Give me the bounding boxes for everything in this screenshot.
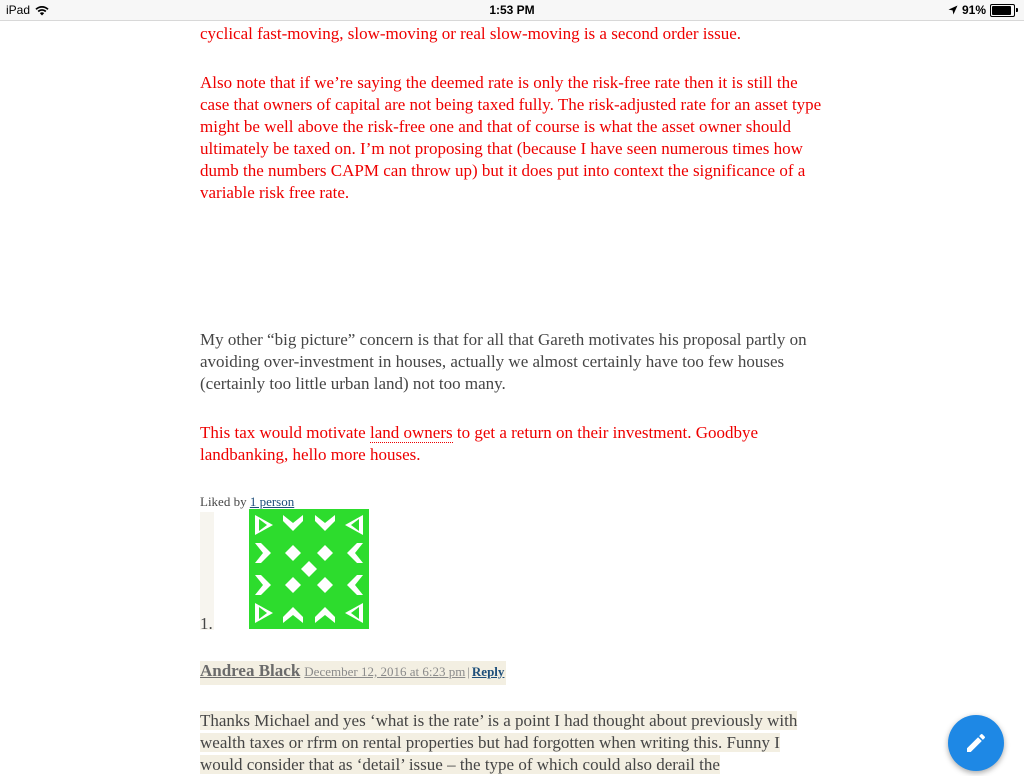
comment-body xyxy=(200,710,820,776)
battery-cap xyxy=(1016,8,1018,12)
comment-list-marker-bg xyxy=(200,512,214,630)
liked-by xyxy=(200,494,294,510)
land-owners-link[interactable]: land owners xyxy=(369,423,453,442)
identicon-avatar xyxy=(249,509,369,629)
battery-percentage: 91% xyxy=(961,3,986,17)
status-time: 1:53 PM xyxy=(489,3,535,17)
reply-text-after: to get a return on their investment. Goodbye landbanking, hello more houses. xyxy=(200,423,759,464)
compose-button[interactable] xyxy=(948,715,1004,771)
comment-separator: | xyxy=(467,664,470,679)
comment-number: 1. xyxy=(200,614,213,633)
comment-header xyxy=(200,661,506,685)
pencil-icon xyxy=(964,731,988,755)
battery-icon xyxy=(990,4,1015,17)
quoted-paragraph-big-picture: My other “big picture” concern is that for all that Gareth motivates his proposal partly on avoiding over-investment in houses, actually we almost certainly have too few houses (certainly too little urban land) not too many. xyxy=(200,330,807,393)
comment-author-link[interactable]: Andrea Black xyxy=(200,661,301,680)
liked-by-people-link[interactable]: 1 person xyxy=(249,494,295,509)
battery-level xyxy=(992,6,1011,15)
reply-paragraph-cut: cyclical fast-moving, slow-moving or real slow-moving is a second order issue. xyxy=(200,24,742,43)
liked-by-label: Liked by xyxy=(200,494,250,509)
status-bar xyxy=(0,0,1024,21)
comment-reply-link[interactable]: Reply xyxy=(471,664,505,679)
comment-body-text: Thanks Michael and yes ‘what is the rate’ is a point I had thought about previously with wealth taxes or rfrm on rental properties but had forgotten when writing this. Funny I would consider that as ‘detail’ issue – the type of which could also derail the xyxy=(200,711,798,774)
reply-paragraph-deemed-rate: Also note that if we’re saying the deemed rate is only the risk-free rate then it is still the case that owners of capital are not being taxed fully. The risk-adjusted rate for an asset type might be well above the risk-free one and that of course is what the asset owner should ultimately be taxed on. I’m not proposing that (because I have seen numerous times how dumb the numbers CAPM can throw up) but it does put into context the significance of a variable risk free rate. xyxy=(200,73,822,202)
location-arrow-icon xyxy=(948,5,958,15)
status-bar-right xyxy=(948,3,1018,17)
reply-text-before: This tax would motivate xyxy=(200,423,370,442)
reply-paragraph-land-tax xyxy=(200,422,825,466)
comment-date-link[interactable]: December 12, 2016 at 6:23 pm xyxy=(304,664,466,679)
device-name: iPad xyxy=(6,3,31,17)
